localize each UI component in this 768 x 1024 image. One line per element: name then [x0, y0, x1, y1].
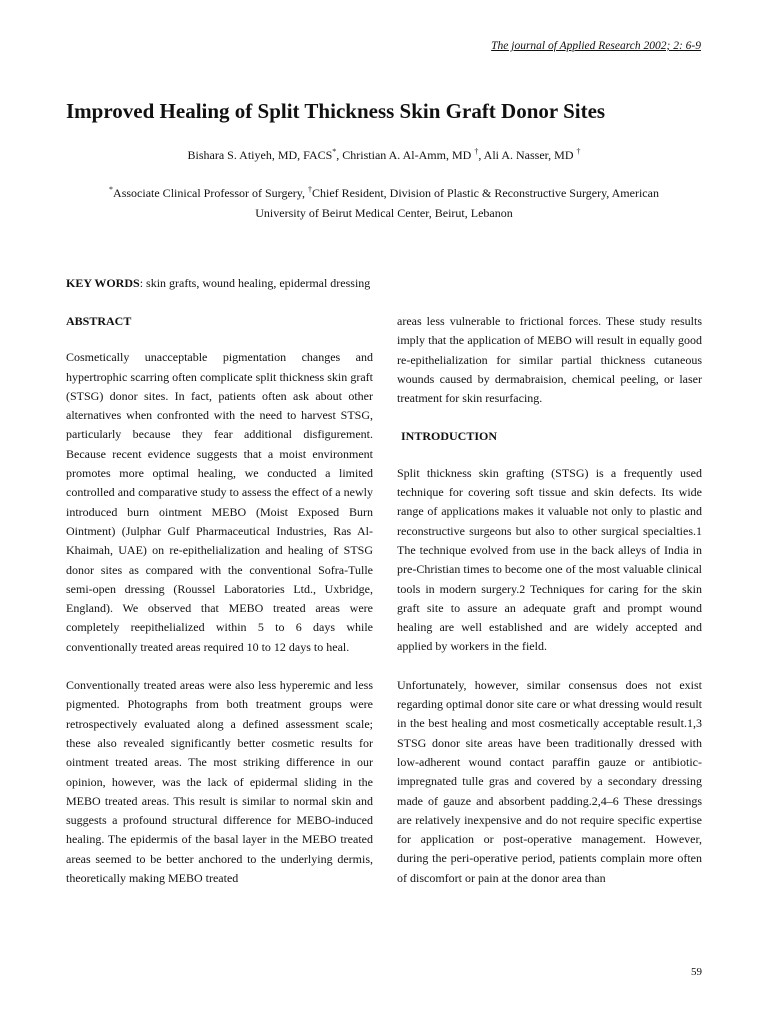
introduction-heading: INTRODUCTION	[401, 429, 498, 444]
journal-reference: The journal of Applied Research 2002; 2: 6-9	[491, 40, 701, 52]
author-1-name: Bishara S. Atiyeh, MD, FACS	[187, 148, 333, 162]
author-list	[66, 148, 702, 163]
affiliation-line-2: University of Beirut Medical Center, Beirut, Lebanon	[255, 206, 513, 220]
right-column	[397, 312, 702, 888]
abstract-paragraph-3: areas less vulnerable to frictional forces. These study results imply that the application of MEBO will result in equally good re-epithelialization for similar partial thickness cutaneous wounds caused by dermabraision, chemical peeling, or laser treatment for skin resurfacing.	[397, 314, 702, 406]
page-number: 59	[691, 966, 702, 978]
introduction-paragraph-2: Unfortunately, however, similar consensus does not exist regarding optimal donor site care or what dressing would result in the best healing and most cosmetically acceptable result.1,3 STSG donor site areas have been traditionally dressed with low-adherent wound contact paraffin gauze or antibiotic-impregnated tulle gras and covered by a secondary dressing made of gauze and absorbent padding.2,4–6 These dressings are relatively inexpensive and do not require specific expertise for application or post-operative management. However, during the peri-operative period, patients complain more often of discomfort or pain at the donor area than	[397, 677, 702, 885]
paper-title: Improved Healing of Split Thickness Skin Graft Donor Sites	[66, 99, 606, 123]
affiliation-mark-2: †	[308, 185, 312, 194]
author-2-mark: †	[474, 147, 479, 156]
abstract-heading: ABSTRACT	[66, 314, 132, 328]
affiliation-text-1: Associate Clinical Professor of Surgery,	[113, 186, 308, 200]
author-3-name: , Ali A. Nasser, MD	[478, 148, 574, 162]
keywords-text: : skin grafts, wound healing, epidermal dressing	[139, 276, 371, 290]
keywords-label: KEY WORDS	[66, 276, 140, 290]
author-3-mark: †	[576, 147, 581, 156]
affiliation-mark-1: *	[109, 185, 114, 194]
affiliation-text-2: Chief Resident, Division of Plastic & Reconstructive Surgery, American	[312, 186, 659, 200]
left-column	[66, 312, 373, 888]
affiliations	[66, 183, 702, 223]
affiliation-line-1	[66, 183, 702, 203]
author-2-name: , Christian A. Al-Amm, MD	[336, 148, 472, 162]
abstract-paragraph-1: Cosmetically unacceptable pigmentation changes and hypertrophic scarring often complicate split thickness skin graft (STSG) donor sites. In fact, patients often ask about other alternatives when confronted with the need to harvest STSG, particularly because they fear additional disfigurement. Because recent evidence suggests that a moist environment promotes more optimal healing, we conducted a limited controlled and comparative study to assess the effect of a newly introduced burn ointment MEBO (Moist Exposed Burn Ointment) (Julphar Gulf Pharmaceutical Industries, Ras Al-Khaimah, UAE) on re-epithelialization and healing of STSG donor sites as compared with the conventional Sofra-Tulle semi-open dressing (Roussel Laboratories Ltd., Uxbridge, England). We observed that MEBO treated areas were completely reepithelialized within 5 to 6 days while conventionally treated areas required 10 to 12 days to heal.	[66, 350, 373, 654]
keywords	[66, 276, 702, 291]
introduction-paragraph-1: Split thickness skin grafting (STSG) is a frequently used technique for covering soft tissue and skin defects. Its wide range of applications makes it valuable not only to plastic and reconstructive surgeons but also to other surgical specialties.1 The technique evolved from use in the back alleys of India in pre-Christian times to become one of the most valuable clinical tools in modern surgery.2 Techniques for caring for the skin graft site to assure an adequate graft and prompt wound healing are well established and are widely accepted and applied by workers in the field.	[397, 465, 702, 654]
abstract-paragraph-2: Conventionally treated areas were also less hyperemic and less pigmented. Photographs from both treatment groups were retrospectively evaluated along a defined assessment scale; these also revealed significantly better cosmetic results for ointment treated areas. The most striking difference in our opinion, however, was the lack of epidermal sliding in the MEBO treated areas. This result is similar to normal skin and suggests a profound structural difference for MEBO-induced healing. The epidermis of the basal layer in the MEBO treated areas seemed to be better anchored to the underlying dermis, theoretically making MEBO treated	[66, 678, 373, 886]
author-1-mark: *	[332, 147, 337, 156]
